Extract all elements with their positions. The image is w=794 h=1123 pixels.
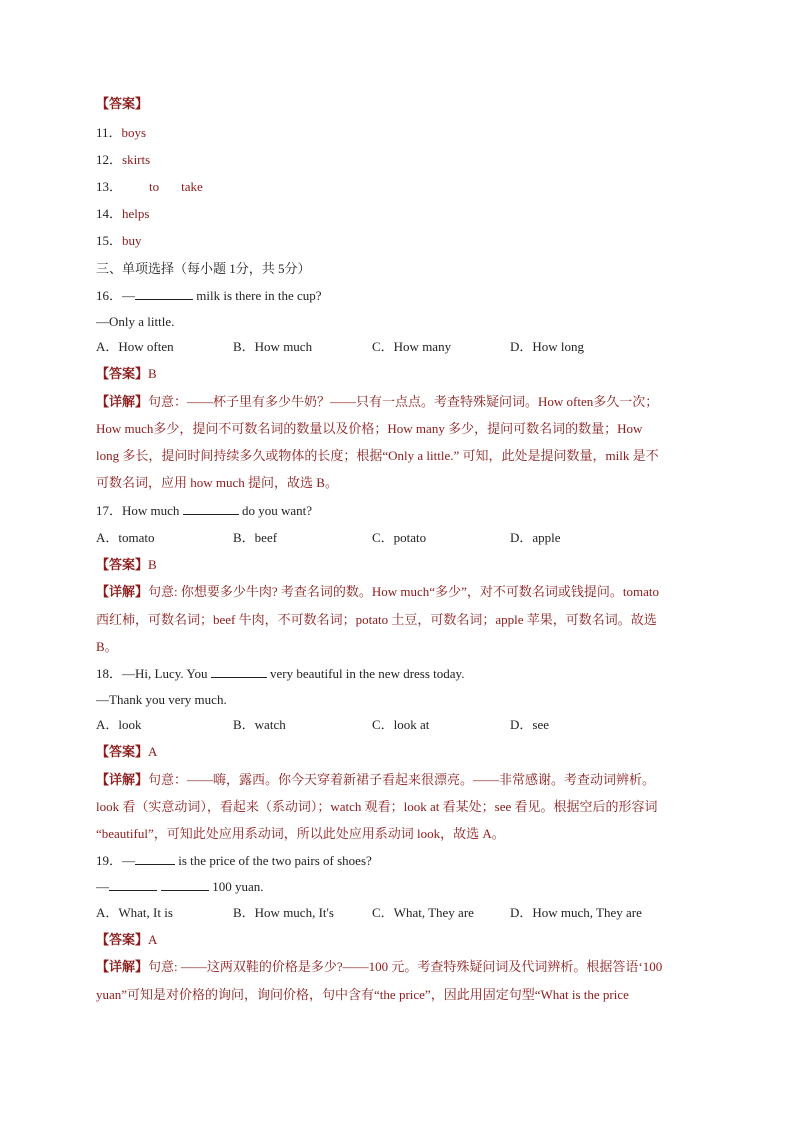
option-a: A．What, It is [96,905,173,920]
dash: — [96,879,109,894]
option-c: C．potato [372,530,427,545]
question-16-detail-line-1 [96,393,658,411]
question-16-detail-line-3: long 多长，提问时间持续多久或物体的长度；根据“Only a little.” 可知，此处是提问数量，milk 是不 [96,448,659,463]
option-b: B．How much, It's [233,905,334,920]
question-16-detail-line-2: How much多少，提问不可数名词的数量以及价格；How many 多少，提问可数名词的数量；How [96,421,643,436]
question-16-stem [96,287,322,305]
dash: — [122,288,136,303]
answer-item-11 [96,124,146,142]
option-d: D．How long [510,339,585,354]
option-d: D．apple [510,530,561,545]
answer-label: 【答案】 [96,96,149,111]
item-number: 13． [96,179,123,194]
question-17-detail-line-1 [96,583,659,601]
answer-label: 【答案】 [96,366,149,381]
question-18-stem [96,665,464,683]
stem-text-before: —Hi, Lucy. You [122,666,211,681]
question-17-stem [96,502,312,520]
question-18-detail-line-1 [96,771,655,789]
item-answer: skirts [122,152,151,167]
detail-label: 【详解】 [96,394,149,409]
answer-blank-2 [161,878,209,891]
answer-item-13 [96,178,203,196]
question-16-reply: —Only a little. [96,314,175,329]
stem-text-after: very beautiful in the new dress today. [266,666,465,681]
item-answer-b: take [181,179,203,194]
answer-blank [135,852,175,865]
question-19-reply [96,878,264,896]
option-a: A．tomato [96,530,155,545]
answer-blank [211,665,267,678]
answer-label: 【答案】 [96,557,149,572]
question-16-answer [96,365,157,383]
option-b: B．beef [233,530,278,545]
answer-label: 【答案】 [96,744,149,759]
question-number: 18． [96,666,123,681]
option-c: C．What, They are [372,905,474,920]
option-b: B．watch [233,717,286,732]
question-18-detail-line-3: “beautiful”，可知此处应用系动词，所以此处应用系动词 look，故选 A。 [96,826,505,841]
option-d: D．How much, They are [510,905,642,920]
question-17-detail-line-3: B。 [96,639,118,654]
detail-label: 【详解】 [96,584,149,599]
question-number: 16． [96,288,123,303]
item-answer: helps [122,206,150,221]
item-answer: buy [122,233,142,248]
answer-blank-1 [109,878,157,891]
detail-label: 【详解】 [96,959,149,974]
item-answer: boys [121,125,147,140]
answer-label: 【答案】 [96,932,149,947]
item-number: 15． [96,233,123,248]
detail-text: 句意：——嗨，露西。你今天穿着新裙子看起来很漂亮。——非常感谢。考查动词辨析。 [148,772,656,787]
answer-value: A [148,744,158,759]
option-b: B．How much [233,339,313,354]
option-a: A．How often [96,339,174,354]
answer-blank [183,502,239,515]
question-16-detail-line-4: 可数名词，应用 how much 提问，故选 B。 [96,475,338,490]
option-c: C．How many [372,339,452,354]
question-19-stem [96,852,372,870]
item-number: 11． [96,125,122,140]
detail-text: 句意: 你想要多少牛肉? 考查名词的数。How much“多少”，对不可数名词或钱提问。tomato [148,584,659,599]
answer-item-14 [96,205,149,223]
stem-text-before: How much [122,503,183,518]
reply-text: 100 yuan. [209,879,264,894]
answer-value: B [148,557,157,572]
answer-value: A [148,932,158,947]
answer-item-12 [96,151,150,169]
question-number: 17． [96,503,123,518]
item-answer-a: to [149,179,160,194]
section-heading: 三、单项选择（每小题 1分，共 5分） [96,261,311,276]
detail-text: 句意：——杯子里有多少牛奶？——只有一点点。考查特殊疑问词。How often多久一次； [148,394,659,409]
option-d: D．see [510,717,549,732]
stem-text-after: do you want? [238,503,312,518]
detail-text: 句意: ——这两双鞋的价格是多少?——100 元。考查特殊疑问词及代词辨析。根据答语‘100 [148,959,663,974]
detail-label: 【详解】 [96,772,149,787]
answer-value: B [148,366,157,381]
question-17-detail-line-2: 西红柿，可数名词；beef 牛肉，不可数名词；potato 土豆，可数名词；apple 苹果，可数名词。故选 [96,612,657,627]
question-19-detail-line-1 [96,958,662,976]
stem-text: milk is there in the cup? [193,288,322,303]
question-19-answer [96,931,157,949]
question-19-detail-line-2: yuan”可知是对价格的询问，询问价格，句中含有“the price”，因此用固定句型“What is the price [96,987,629,1002]
stem-text: is the price of the two pairs of shoes? [175,853,372,868]
option-c: C．look at [372,717,430,732]
question-18-detail-line-2: look 看（实意动词），看起来（系动词）；watch 观看；look at 看某处；see 看见。根据空后的形容词 [96,799,658,814]
answer-item-15 [96,232,142,250]
item-number: 12． [96,152,123,167]
question-17-answer [96,556,157,574]
item-number: 14． [96,206,123,221]
dash: — [122,853,136,868]
option-a: A．look [96,717,142,732]
question-number: 19． [96,853,123,868]
question-18-answer [96,743,157,761]
question-18-reply: —Thank you very much. [96,692,227,707]
answer-blank [135,287,193,300]
